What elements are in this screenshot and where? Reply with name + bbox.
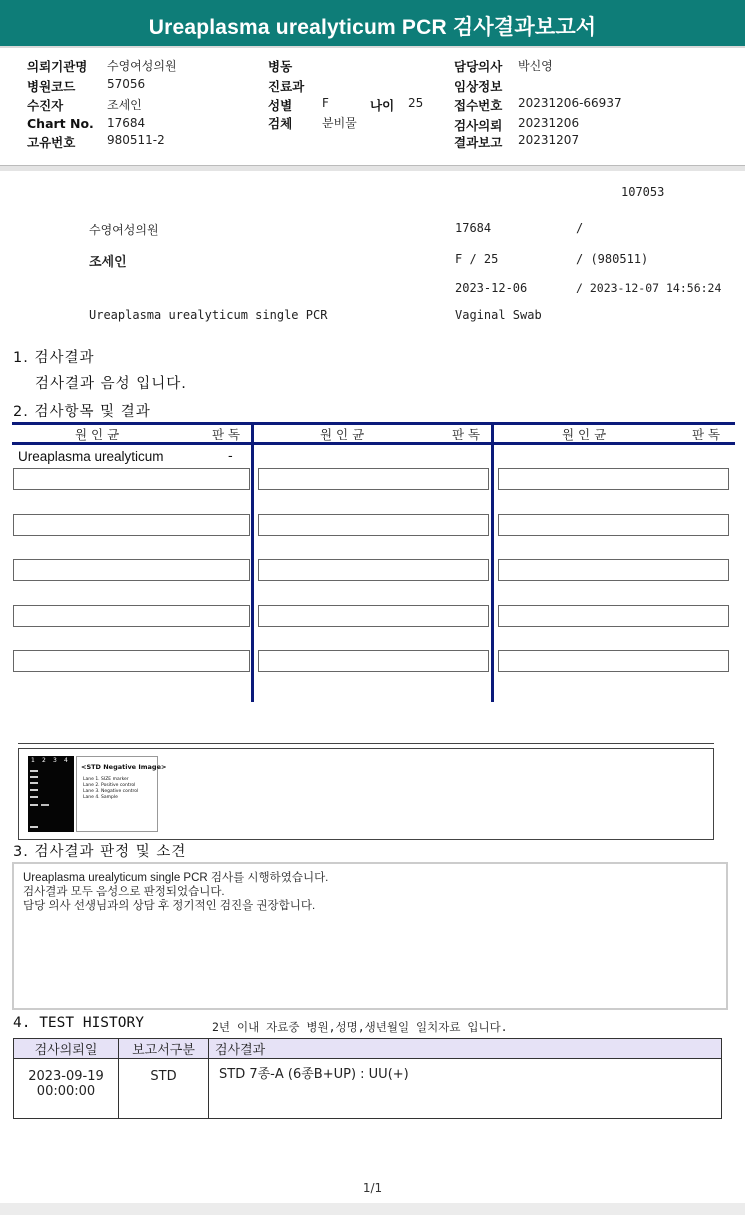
history-time: 00:00:00 [36,1084,96,1099]
history-header-row [14,1039,722,1059]
gel-band [30,804,38,806]
table-top-rule [12,422,735,425]
sub-request-date: 2023-12-06 [455,281,528,295]
result-box [258,650,489,672]
history-note: 2년 이내 자료중 병원,성명,생년월일 일치자료 입니다. [212,1020,508,1034]
value-sex: F [322,96,329,110]
history-date-cell [14,1059,119,1119]
page-bottom-bar [0,1203,745,1215]
result-box [13,514,250,536]
gel-band [30,782,38,784]
table-divider-2 [491,422,494,702]
value-request-date: 20231206 [518,116,580,130]
col-head-pathogen-1: 원 인 균 [75,427,120,442]
result-box [498,559,729,581]
lane-label: 1 [31,757,35,764]
report-title: Ureaplasma urealyticum PCR 검사결과보고서 [148,16,597,39]
result-box [498,650,729,672]
value-report-date: 20231207 [518,133,580,147]
sub-chart: 17684 [455,221,492,235]
value-hospital-code: 57056 [107,77,146,91]
label-unique-id: 고유번호 [27,135,76,150]
sub-sex-age: F / 25 [455,252,499,266]
table-row [14,1059,722,1119]
value-unique-id: 980511-2 [107,133,165,147]
value-specimen: 분비물 [322,116,357,130]
col-head-pathogen-2: 원 인 균 [320,427,365,442]
gel-band [30,776,38,778]
result-box [13,605,250,627]
gel-band [41,804,49,806]
label-department: 진료과 [268,79,305,94]
label-ward: 병동 [268,59,293,74]
header-divider [0,165,745,171]
sub-slash: / [576,221,584,235]
sub-test-name: Ureaplasma urealyticum single PCR [89,308,328,322]
gel-caption-line: Lane 1. SIZE marker [83,777,129,782]
gel-band [30,826,38,828]
label-request-date: 검사의뢰 [454,118,503,133]
value-requesting-clinic: 수영여성의원 [107,59,177,73]
sub-report-time: / 2023-12-07 14:56:24 [576,281,722,295]
label-age: 나이 [370,98,395,113]
gel-caption-line: Lane 2. Positive control [83,783,136,788]
label-sex: 성별 [268,98,293,113]
label-clinical-info: 임상정보 [454,79,503,94]
sub-birth: / (980511) [576,252,649,266]
gel-band [30,789,38,791]
sub-patient: 조세인 [89,255,127,270]
history-header-date: 검사의뢰일 [14,1039,119,1059]
section1-result: 검사결과 음성 입니다. [35,376,187,392]
history-header-type: 보고서구분 [119,1039,209,1059]
history-result: STD 7종-A (6종B+UP) : UU(+) [209,1059,722,1119]
history-type: STD [119,1059,209,1119]
result-box [13,650,250,672]
section2-title: 2. 검사항목 및 결과 [13,404,151,420]
lane-label: 4 [64,757,68,764]
opinion-line: 검사결과 모두 음성으로 판정되었습니다. [23,886,225,898]
gel-caption-panel [76,756,167,832]
label-receipt-no: 접수번호 [454,98,503,113]
value-age: 25 [408,96,424,110]
gel-band [30,770,38,772]
lane-label: 2 [42,757,46,764]
page-number: 1/1 [362,1181,383,1195]
result-judgement: - [228,449,233,464]
history-table [13,1038,722,1119]
value-receipt-no: 20231206-66937 [518,96,622,110]
result-box [13,468,250,490]
opinion-line: 담당 의사 선생님과의 상담 후 정기적인 검진을 권장합니다. [23,900,316,912]
sub-specimen: Vaginal Swab [455,308,542,322]
col-head-pathogen-3: 원 인 균 [562,427,607,442]
col-head-judgement-1: 판 독 [212,427,241,442]
result-box [498,468,729,490]
sub-clinic: 수영여성의원 [89,223,159,237]
gel-caption-title: <STD Negative Image> [81,763,167,771]
label-specimen: 검체 [268,116,293,131]
gel-top-rule [18,743,714,744]
result-box [498,514,729,536]
history-header-result: 검사결과 [209,1039,722,1059]
label-patient: 수진자 [27,98,64,113]
value-chart-no: 17684 [107,116,146,130]
history-date: 2023-09-19 [28,1069,104,1084]
lane-label: 3 [53,757,57,764]
result-box [258,468,489,490]
label-chart-no: Chart No. [27,116,94,131]
value-doctor: 박신영 [518,59,553,73]
result-pathogen: Ureaplasma urealyticum [18,449,164,464]
section3-title: 3. 검사결과 판정 및 소견 [13,844,187,860]
gel-caption-line: Lane 3. Negative control [83,789,139,794]
section1-title: 1. 검사결과 [13,350,95,366]
result-box [258,514,489,536]
label-doctor: 담당의사 [454,59,503,74]
gel-electrophoresis-image [28,756,74,832]
col-head-judgement-2: 판 독 [452,427,481,442]
result-box [258,605,489,627]
result-box [498,605,729,627]
label-report-date: 결과보고 [454,135,503,150]
opinion-line: Ureaplasma urealyticum single PCR 검사를 시행하였습니다. [23,872,329,884]
gel-caption-line: Lane 4. Sample [83,795,118,800]
label-requesting-clinic: 의뢰기관명 [27,59,88,74]
gel-band [30,796,38,798]
value-patient: 조세인 [107,98,142,112]
result-box [13,559,250,581]
label-hospital-code: 병원코드 [27,79,76,94]
document-code: 107053 [621,185,665,199]
col-head-judgement-3: 판 독 [692,427,721,442]
result-box [258,559,489,581]
table-divider-1 [251,422,254,702]
table-header-rule [12,442,735,445]
section4-title: 4. TEST HISTORY [13,1015,144,1031]
